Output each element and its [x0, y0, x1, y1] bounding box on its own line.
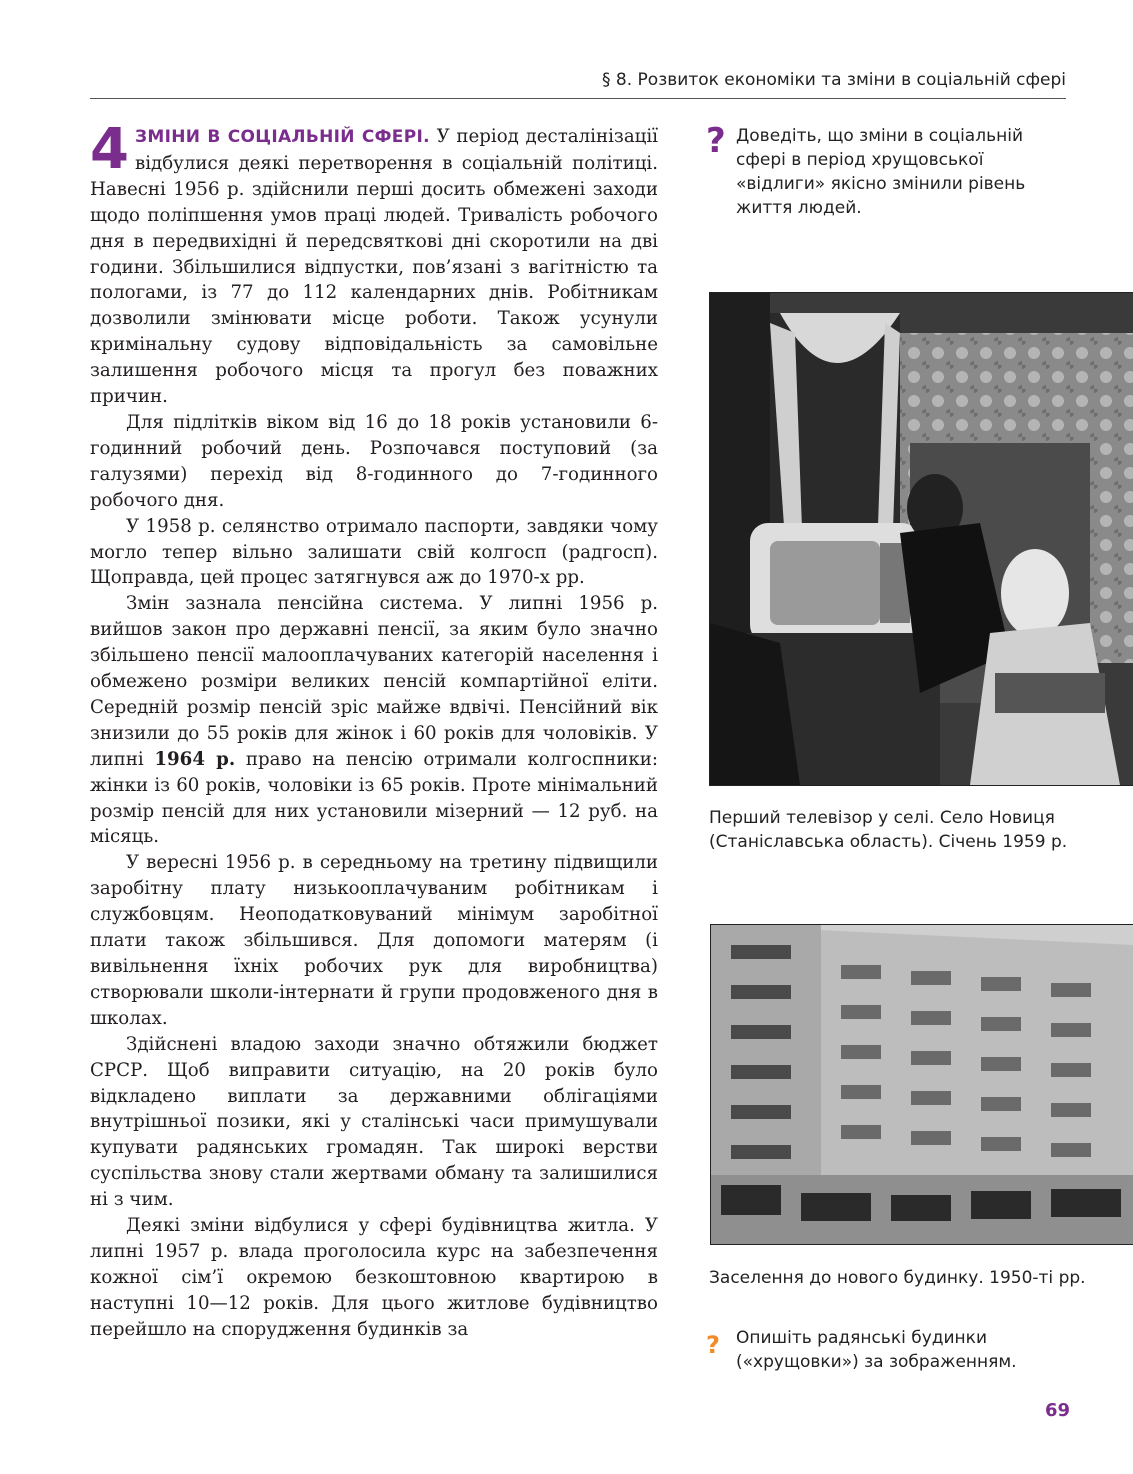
- pensions-text-2: право на пенсію отримали колгоспники: жінки із 60 років, чоловіки із 65 років. Проте мінімальний розмір пенсій для них установили мізерний — 12 руб. на місяць.: [90, 748, 658, 848]
- photo-new-building: [710, 924, 1133, 1245]
- photo-caption-2: Заселення до нового будинку. 1950-ті рр.: [709, 1268, 1086, 1288]
- question-block-1: [706, 121, 1066, 220]
- intro-text: У період десталінізації відбулися деякі перетворення в соціальній політиці. Навесні 1956 р. здійснили перші досить обмежені заходи щодо поліпшення умов праці людей. Тривалість робочого дня в передвихідні й передсвяткові дні скоротили на дві години. Збільшилися відпустки, пов’язані з вагітністю та пологами, із 77 до 112 календарних днів. Робітникам дозволили змінювати місце роботи. Також усунули кримінальну судову відповідальність за самовільне залишення робочого місця та прогул без поважних причин.: [90, 126, 659, 408]
- page-number: 69: [1044, 1400, 1070, 1421]
- paragraph-budget: Здійснені владою заходи значно обтяжили бюджет СРСР. Щоб виправити ситуацію, на 20 років було відкладено виплати за державними облігаціями внутрішньої позики, які у сталінські часи примушували купувати радянських громадян. Так широкі верстви суспільства знову стали жертвами обману та залишилися ні з чим.: [90, 1033, 658, 1211]
- running-header: [90, 70, 1066, 99]
- question-text-1: Доведіть, що зміни в соціальній сфері в період хрущовської «відлиги» якісно змінили рівень життя людей.: [736, 126, 1026, 218]
- running-title: § 8. Розвиток економіки та зміни в соціальній сфері: [602, 70, 1066, 90]
- photo-first-television: [709, 292, 1133, 786]
- pensions-year-bold: 1964 р.: [154, 748, 236, 770]
- paragraph-teenagers: Для підлітків віком від 16 до 18 років установили 6-годинний робочий день. Розпочався поступовий (за галузями) перехід від 8-годинного до 7-годинного робочого дня.: [90, 411, 658, 511]
- section-number: 4: [90, 117, 129, 182]
- section-title: ЗМІНИ В СОЦІАЛЬНІЙ СФЕРІ.: [134, 127, 430, 147]
- question-mark-icon: ?: [706, 1331, 720, 1359]
- question-block-2: [706, 1326, 1086, 1374]
- paragraph-pensions: [90, 591, 658, 850]
- paragraph-housing: Деякі зміни відбулися у сфері будівництва житла. У липні 1957 р. влада проголосила курс на забезпечення кожної сім’ї окремою безкоштовною квартирою в наступні 10—12 років. Для цього житлове будівництво перейшло на спорудження будинків за: [90, 1215, 658, 1340]
- pensions-text-1: Змін зазнала пенсійна система. У липні 1956 р. вийшов закон про державні пенсії, за яким було значно збільшено пенсії малооплачуваних категорій населення і обмежено розміри великих пенсій компартійної еліти. Середній розмір пенсій зріс майже вдвічі. Пенсійний вік знизили до 55 років для жінок і 60 років для чоловіків. У липні: [90, 593, 658, 770]
- paragraph-wages: У вересні 1956 р. в середньому на третину підвищили заробітну плату низькооплачуваним робітникам і службовцям. Неоподатковуваний мінімум заробітної плати також збільшився. Для допомоги матерям (і вивільнення їхніх робочих рук для виробництва) створювали школи-інтернати й групи продовженого дня в школах.: [90, 852, 658, 1029]
- photo-caption-1: Перший телевізор у селі. Село Новиця (Станіславська область). Січень 1959 р.: [709, 808, 1068, 852]
- paragraph-passports: У 1958 р. селянство отримало паспорти, завдяки чому могло тепер вільно залишати свій колгосп (радгосп). Щоправда, цей процес затягнувся аж до 1970-х рр.: [90, 515, 658, 589]
- main-text-column: [90, 117, 659, 1343]
- question-text-2: Опишіть радянські будинки («хрущовки») за зображенням.: [736, 1328, 1017, 1372]
- question-mark-icon: ?: [706, 121, 726, 161]
- section-intro-paragraph: [90, 117, 659, 410]
